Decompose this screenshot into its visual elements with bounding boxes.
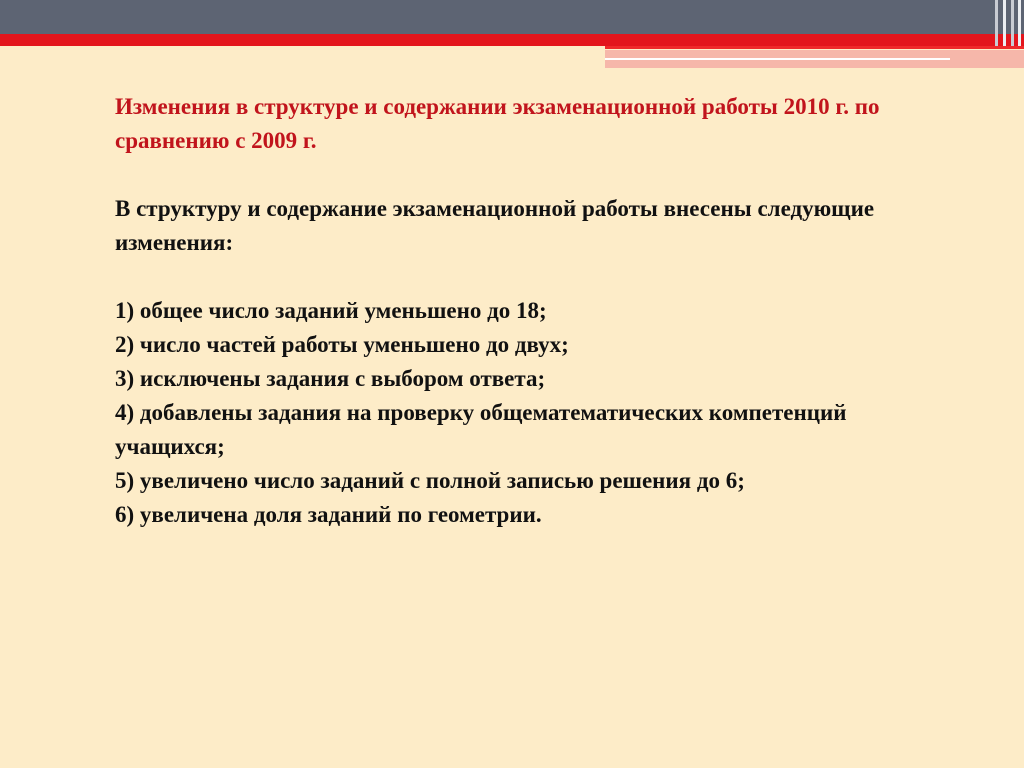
corner-stripe	[1018, 0, 1021, 46]
accent-line-thin	[605, 46, 1024, 49]
slide-title: Изменения в структуре и содержании экзаменационной работы 2010 г. по сравнению с 2009 г.	[115, 94, 880, 153]
accent-line-white	[605, 58, 950, 60]
corner-stripe	[1011, 0, 1014, 46]
list-item: 1) общее число заданий уменьшено до 18;	[115, 298, 547, 323]
header-band	[0, 0, 1024, 34]
list-item: 4) добавлены задания на проверку общематематических компетенций учащихся;	[115, 400, 847, 459]
list-item: 3) исключены задания с выбором ответа;	[115, 366, 546, 391]
list-item: 2) число частей работы уменьшено до двух;	[115, 332, 569, 357]
corner-stripe	[995, 0, 998, 46]
changes-list	[115, 294, 915, 532]
corner-stripe	[1003, 0, 1006, 46]
header-accent-line	[0, 34, 1024, 46]
list-item: 6) увеличена доля заданий по геометрии.	[115, 502, 542, 527]
list-item: 5) увеличено число заданий с полной записью решения до 6;	[115, 468, 745, 493]
intro-paragraph: В структуру и содержание экзаменационной работы внесены следующие изменения:	[115, 196, 875, 255]
slide-content	[115, 90, 915, 532]
